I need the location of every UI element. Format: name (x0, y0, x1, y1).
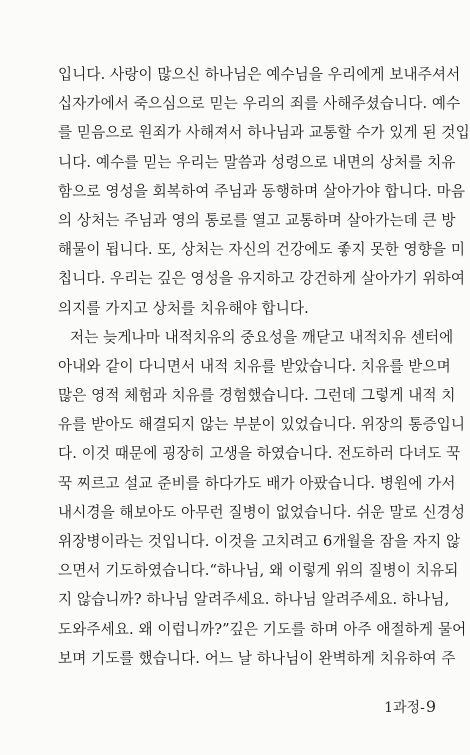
text-line: 다. 이것 때문에 굉장히 고생을 하였습니다. 전도하러 다녀도 꾹 (58, 445, 461, 463)
folio-separator: - (420, 700, 425, 716)
text-line: 내시경을 해보아도 아무런 질병이 없었습니다. 쉬운 말로 신경성 (58, 503, 466, 521)
text-line: 많은 영적 체험과 치유를 경험했습니다. 그런데 그렇게 내적 치 (58, 387, 456, 405)
page-body (58, 60, 470, 673)
text-line: 지 않습니까? 하나님 알려주세요. 하나님 알려주세요. 하나님, (58, 591, 450, 609)
paragraph-start-line: 저는 늦게나마 내적치유의 중요성을 깨닫고 내적치유 센터에 (70, 328, 454, 346)
text-line: 아내와 같이 다니면서 내적 치유를 받았습니다. 치유를 받으며 (58, 357, 451, 375)
text-line: 해물이 됩니다. 또, 상처는 자신의 건강에도 좋지 못한 영향을 미 (58, 241, 466, 259)
text-line: 함으로 영성을 회복하여 주님과 동행하며 살아가야 합니다. 마음 (58, 182, 466, 200)
page-footer (384, 697, 436, 717)
text-line: 를 믿음으로 원죄가 사해져서 하나님과 교통할 수가 있게 된 것입 (58, 124, 470, 142)
text-line: 니다. 예수를 믿는 우리는 말씀과 성령으로 내면의 상처를 치유 (58, 153, 456, 171)
paragraph-end-line: 의지를 가지고 상처를 치유해야 합니다. (58, 299, 309, 317)
text-line: 도와주세요. 왜 이럽니까?”깊은 기도를 하며 아주 애절하게 물어 (58, 620, 467, 638)
chapter-label: 1과정 (384, 700, 421, 716)
text-line: 꾹 찌르고 설교 준비를 하다가도 배가 아팠습니다. 병원에 가서 (58, 474, 456, 492)
page-number: 9 (425, 697, 436, 716)
text-line: 위장병이라는 것입니다. 이것을 고치려고 6개월을 잠을 자지 않 (58, 533, 461, 550)
text-line: 의 상처는 주님과 영의 통로를 열고 교통하며 살아가는데 큰 방 (58, 211, 456, 229)
text-line: 보며 기도를 했습니다. 어느 날 하나님이 완벽하게 치유하여 주 (58, 649, 456, 667)
text-line: 유를 받아도 해결되지 않는 부분이 있었습니다. 위장의 통증입니 (58, 416, 466, 434)
text-line: 십자가에서 죽으심으로 믿는 우리의 죄를 사해주셨습니다. 예수 (58, 95, 461, 113)
text-line: 입니다. 사랑이 많으신 하나님은 예수님을 우리에게 보내주셔서 (58, 66, 461, 83)
text-line: 칩니다. 우리는 깊은 영성을 유지하고 강건하게 살아가기 위하여 (58, 270, 466, 288)
text-line: 으면서 기도하였습니다.“하나님, 왜 이렇게 위의 질병이 치유되 (58, 562, 459, 580)
